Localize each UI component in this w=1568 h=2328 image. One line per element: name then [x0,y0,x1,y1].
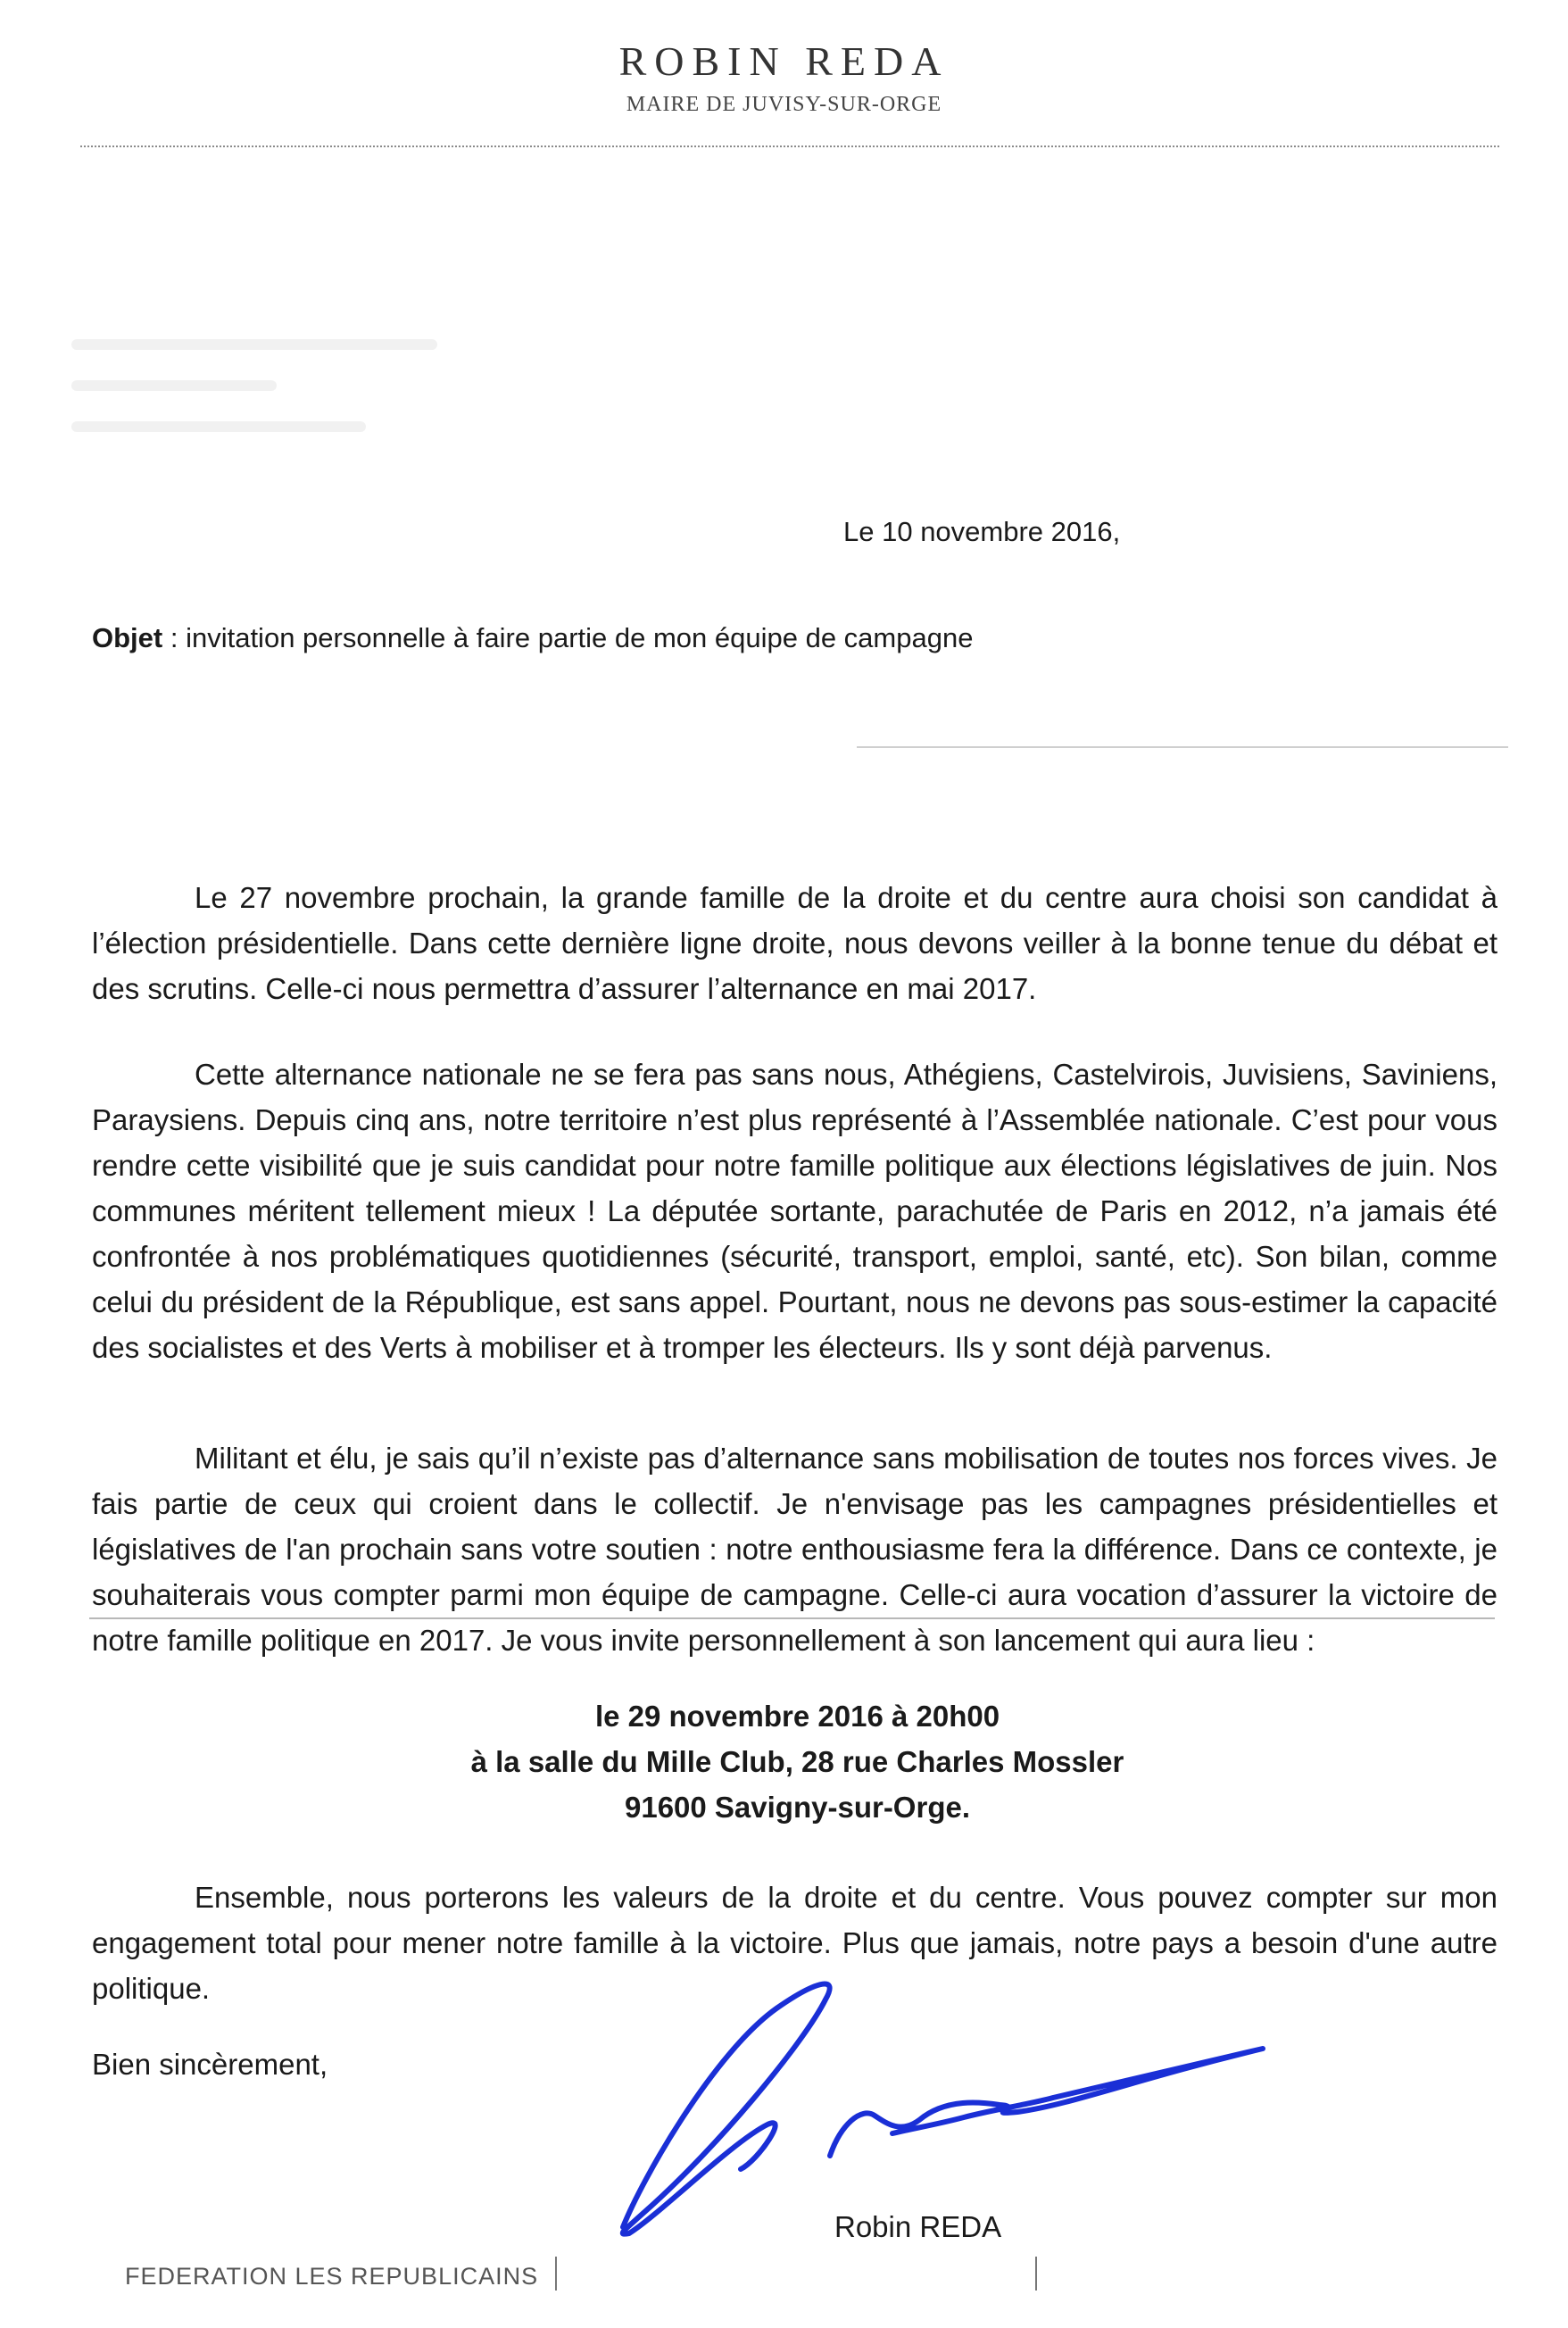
event-date-time: le 29 novembre 2016 à 20h00 [594,1700,1000,1733]
header-divider [80,146,1499,147]
subject-label: Objet [92,622,163,653]
subject-line [92,622,973,654]
letterhead-title: MAIRE DE JUVISY-SUR-ORGE [626,93,942,116]
footer-divider [1035,2257,1037,2291]
subject-text: invitation personnelle à faire partie de mon équipe de campagne [186,622,974,653]
paragraph-text: Le 27 novembre prochain, la grande famille de la droite et du centre aura choisi son candidat à l’élection présidentielle. Dans cette dernière ligne droite, nous devons veiller à la bonne tenue du débat et des scrutins. Celle-ci nous permettra d’assurer l’alternance en mai 2017. [92,881,1497,1005]
subject-separator: : [162,622,187,653]
footer-organization: FEDERATION LES REPUBLICAINS [125,2263,539,2290]
footer-divider [555,2257,557,2291]
paragraph-text: Ensemble, nous porterons les valeurs de la droite et du centre. Vous pouvez compter sur mon engagement total pour mener notre famille à la victoire. Plus que jamais, notre pays a besoin d'une autre politique. [92,1881,1497,2005]
faded-recipient-block [71,339,446,462]
scan-fold-line-middle [89,1617,1495,1619]
paragraph-text: Militant et élu, je sais qu’il n’existe pas d’alternance sans mobilisation de toutes nos forces vives. Je fais partie de ceux qui croient dans le collectif. Je n'envisage pas les campagnes présidentielles et législatives de l'an prochain sans votre soutien : notre enthousiasme fera la différence. Dans ce contexte, je souhaiterais vous compter parmi mon équipe de campagne. Celle-ci aura vocation d’assurer la victoire de notre famille politique en 2017. Je vous invite personnellement à son lancement qui aura lieu : [92,1442,1497,1657]
signature-stroke [623,1983,1263,2233]
paragraph-2 [92,1052,1497,1370]
signer-name: Robin REDA [834,2210,1002,2243]
event-city: 91600 Savigny-sur-Orge. [624,1791,970,1824]
closing-salutation: Bien sincèrement, [92,2048,328,2081]
handwritten-signature [607,1946,1285,2249]
letterhead-name: ROBIN REDA [618,38,950,84]
scan-fold-line [857,746,1508,748]
paragraph-text: Cette alternance nationale ne se fera pas sans nous, Athégiens, Castelvirois, Juvisiens, Saviniens, Paraysiens. Depuis cinq ans, notre territoire n’est plus représenté à l’Assemblée nationale. C’est pour vous rendre cette visibilité que je suis candidat pour notre famille politique aux élections législatives de juin. Nos communes méritent tellement mieux ! La députée sortante, parachutée de Paris en 2012, n’a jamais été confrontée à nos problématiques quotidiennes (sécurité, transport, emploi, santé, etc). Son bilan, comme celui du président de la République, est sans appel. Pourtant, nous ne devons pas sous-estimer la capacité des socialistes et des Verts à mobiliser et à tromper les électeurs. Ils y sont déjà parvenus. [92,1058,1497,1364]
event-venue: à la salle du Mille Club, 28 rue Charles Mossler [470,1745,1124,1778]
letter-date: Le 10 novembre 2016, [843,516,1121,547]
paragraph-1 [92,875,1497,1011]
paragraph-3 [92,1435,1497,1663]
